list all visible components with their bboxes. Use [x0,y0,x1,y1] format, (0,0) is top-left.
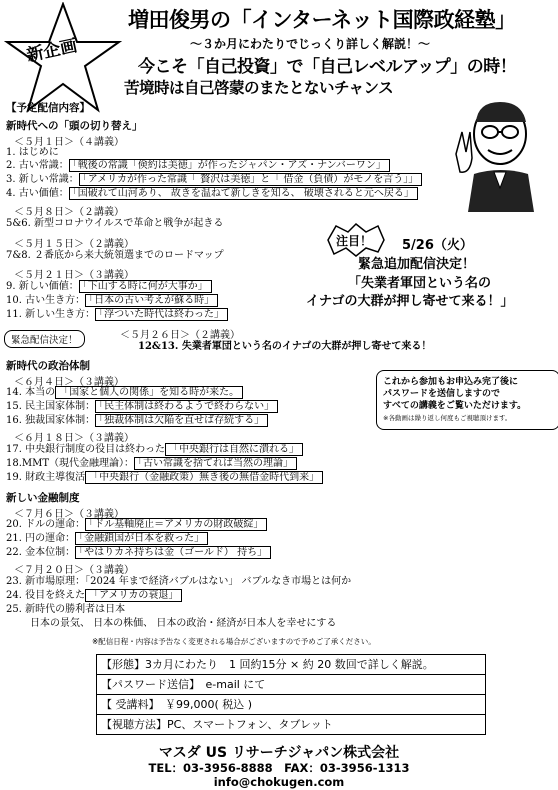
list-item: 2. 古い常識： 「戦後の常識「倹約は美徳」が作ったジャパン・アズ・ナンバーワン」 [6,159,390,172]
date-label: ＜５月１日＞（４講義） [14,137,124,148]
urgent-item: 12&13. 失業者軍団という名のイナゴの大群が押し寄せて来る！ [138,341,432,352]
list-item: 10. 古い生き方： 「日本の古い考えが蘇る時」 [6,294,218,307]
date-label: ＜７月６日＞（３講義） [14,509,124,520]
new-project-stamp: 新企画 [24,35,80,67]
notice-footnote: ※各動画は繰り返し何度もご視聴頂けます。 [383,414,512,422]
notice-line: これから参加もお申込み完了後に [383,377,519,387]
info-format: 【形態】3カ月にわたり 1 回約15分 × 約 20 数回で詳しく解説。 [97,655,485,675]
list-item: 5&6. 新型コロナウイルスで革命と戦争が起きる [6,218,224,229]
company-contact: TEL：03-3956-8888 FAX：03-3956-1313 [148,761,410,775]
company-email[interactable]: info@chokugen.com [213,775,345,789]
headline-secondary: 苦境時は自己啓蒙のまたとないチャンス [124,79,394,97]
list-item: 25. 新時代の勝利者は日本 [6,604,126,615]
date-label: ＜５月２１日＞（３講義） [14,270,134,281]
date-label: ＜５月１５日＞（２講義） [14,239,134,250]
callout-date: 5/26（火） [402,238,473,253]
list-item: 20. ドルの運命： 「ドル基軸廃止＝アメリカの財政破綻」 [6,518,267,531]
schedule-footnote: ※配信日程・内容は予告なく変更される場合がございますので予めご了承ください。 [92,637,376,646]
list-item: 16. 独裁国家体制： 「独裁体制は欠陥を直せば存続する」 [6,414,268,427]
list-item: 11. 新しい生き方： 「浮ついた時代は終わった」 [6,308,228,321]
callout-line: 緊急追加配信決定！ [358,257,476,272]
list-item: 1. はじめに [6,147,59,158]
list-item: 17. 中央銀行制度の役目は終わった 「中央銀行は自然に潰れる」 [6,443,303,456]
company-name: マスダ US リサーチジャパン株式会社 [158,745,400,761]
date-label: ＜５月２６日＞（２講義） [120,330,240,341]
page-title: 増田俊男の「インターネット国際政経塾」 [128,8,516,32]
course-info-box [96,654,486,735]
schedule-heading: 【予定配信内容】 [6,102,90,114]
list-item: 21. 円の運命： 「金融鎖国が日本を救った」 [6,532,208,545]
list-item: 18.MMT（現代金融理論）： 「古い常識を捨てれば当然の理論」 [6,457,297,470]
list-item: 15. 民主国家体制： 「民主体制は終わるようで終わらない」 [6,400,278,413]
list-item: 日本の景気、 日本の株価、 日本の政治・経済が日本人を幸せにする [30,618,337,629]
notice-line: すべての講義をご覧いただけます。 [383,401,527,411]
info-fee: 【 受講料】 ￥99,000( 税込 ) [97,695,485,715]
info-viewing: 【視聴方法】PC、スマートフォン、タブレット [101,718,333,731]
list-item: 19. 財政主導復活 「中央銀行（金融政策）無き後の無借金時代到来」 [6,471,323,484]
urgent-tag: 緊急配信決定！ [4,330,85,348]
section-heading: 新しい金融制度 [6,492,80,504]
list-item: 24. 役目を終えた 「アメリカの衰退」 [6,589,182,602]
date-label: ＜６月４日＞（３講義） [14,377,124,388]
headline-primary: 今こそ「自己投資」で「自己レベルアップ」の時！ [138,57,517,77]
date-label: ＜５月８日＞（２講義） [14,207,124,218]
list-item: 9. 新しい価値： 「下山する時に何が大事か」 [6,280,212,293]
list-item: 4. 古い価値： 「国破れて山河あり、 故きを温ねて新しきを知る、 破壊されると元へ戻る」 [6,187,418,200]
page-subtitle: ～３か月にわたりでじっくり詳しく解説！～ [190,37,431,51]
registration-notice [376,370,558,430]
date-label: ＜６月１８日＞（３講義） [14,433,134,444]
section-heading: 新時代への「頭の切り替え」 [6,120,143,132]
notice-line: パスワードを送信しますので [383,389,501,399]
list-item: 7&8. ２番底から来大統領選までのロードマップ [6,250,224,261]
callout-line: 「失業者軍団という名の [348,276,492,291]
list-item: 22. 金本位制： 「やはりカネ持ちは金（ゴールド） 持ち」 [6,546,271,559]
list-item: 23. 新市場原理：「2024 年まで経済バブルはない」 バブルなき市場とは何か [6,576,352,587]
author-caricature-icon [448,92,544,212]
list-item: 3. 新しい常識： 「アメリカが作った常識「 贅沢は美徳」と「 借金（負債）がモノを言う」」 [6,173,422,186]
attention-badge: 注目！ [336,234,373,248]
info-password: 【パスワード送信】 e-mail にて [97,675,485,695]
callout-line: イナゴの大群が押し寄せて来る！」 [306,294,514,309]
section-heading: 新時代の政治体制 [6,360,90,372]
date-label: ＜７月２０日＞（３講義） [14,565,134,576]
list-item: 14. 本当の 「国家と個人の関係」を知る時が来た。 [6,386,243,399]
